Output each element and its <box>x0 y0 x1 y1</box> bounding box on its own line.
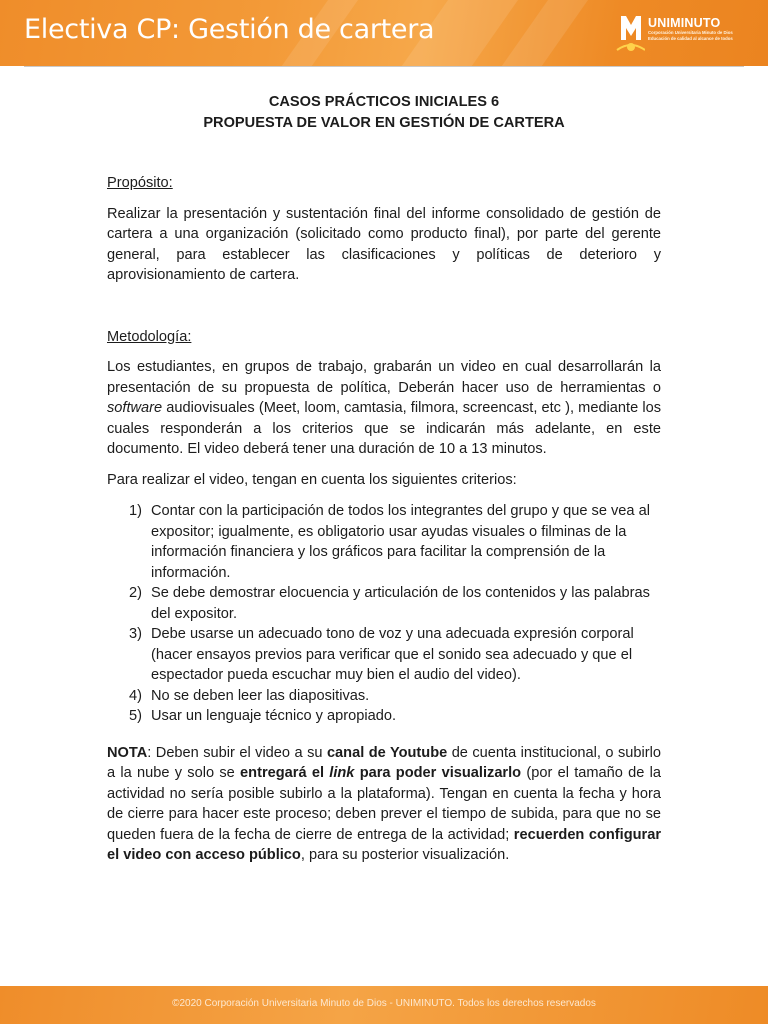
criteria-item-text: No se deben leer las diapositivas. <box>151 687 370 704</box>
document-header-band <box>0 0 768 66</box>
header-divider <box>24 66 744 67</box>
nota-bold-entregara: entregará el link para poder visualizarlo <box>240 765 522 781</box>
criteria-item <box>107 501 661 583</box>
criteria-item-text: Usar un lenguaje técnico y apropiado. <box>151 708 397 724</box>
criteria-item-text: Se debe demostrar elocuencia y articulación de los contenidos y las palabras del expositor. <box>151 585 650 622</box>
nota-paragraph: NOTA: Deben subir el video a su canal de Youtube de cuenta institucional, o subirlo a la nube y solo se entregará el link para poder visualizarlo (por el tamaño de la actividad no sería posible subirlo a la plataforma). Tengan en cuenta la fecha y hora de cierre para hacer este proceso; deben prever el tiempo de subida, para que no se queden fuera de la fecha de cierre de entrega de la actividad; recuerden configurar el video con acceso público, para su posterior visualización. <box>107 744 662 863</box>
criteria-item-number: 2) <box>129 585 142 601</box>
document-title-line-2: PROPUESTA DE VALOR EN GESTIÓN DE CARTERA <box>203 115 565 131</box>
proposito-paragraph: Realizar la presentación y sustentación final del informe consolidado de gestión de cartera a una organización (solicitado como producto final), por parte del gerente general, para establecer las clasificaciones y políticas de deterioro y aprovisionamiento de cartera. <box>107 205 661 283</box>
criteria-item-text: Debe usarse un adecuado tono de voz y una adecuada expresión corporal (hacer ensayos previos para verificar que el sonido sea adecuado y que el espectador pueda escuchar muy bien el audio del video). <box>151 626 634 683</box>
nota-label: NOTA <box>107 744 148 761</box>
criteria-item <box>107 686 661 707</box>
criteria-item <box>107 624 661 686</box>
metodologia-heading: Metodología: <box>107 328 192 345</box>
uniminuto-logo-icon <box>615 10 645 54</box>
software-italic: software <box>107 400 163 416</box>
document-title-line-1: CASOS PRÁCTICOS INICIALES 6 <box>268 94 500 110</box>
nota-bold-youtube: canal de Youtube <box>326 744 448 761</box>
uniminuto-logo <box>615 10 745 54</box>
document-body <box>107 92 661 866</box>
document-footer-band <box>0 986 768 1024</box>
logo-tagline: Corporación Universitaria Minuto de Dios Educación de calidad al alcance de todos <box>648 30 733 41</box>
criteria-item-number: 4) <box>129 687 142 704</box>
criteria-list <box>107 501 661 727</box>
nota-bold-acceso-publico: recuerden configurar el video con acceso público <box>107 826 661 863</box>
criteria-item-number: 3) <box>129 626 142 642</box>
metodologia-paragraph: Los estudiantes, en grupos de trabajo, grabarán un video en cual desarrollarán la presentación de su propuesta de política, Deberán hacer uso de herramientas o software audiovisuales (Meet, loom, camtasia, filmora, screencast, etc ), mediante los cuales responderán a los criterios que se indicarán más adelante, en este documento. El video deberá tener una duración de 10 a 13 minutos. <box>107 359 661 457</box>
criteria-item <box>107 706 661 727</box>
proposito-heading: Propósito: <box>107 175 173 191</box>
criteria-item-number: 1) <box>129 503 142 519</box>
criteria-item-text: Contar con la participación de todos los integrantes del grupo y que se vea al expositor; igualmente, es obligatorio usar ayudas visuales o filminas de la información financiera y los gráficos para facilitar la comprensión de la información. <box>151 503 650 581</box>
copyright-text: ©2020 Corporación Universitaria Minuto de Dios - UNIMINUTO. Todos los derechos reservados <box>172 998 596 1009</box>
criteria-item <box>107 583 661 624</box>
criteria-item-number: 5) <box>129 708 142 724</box>
logo-wordmark: UNIMINUTO <box>648 16 721 30</box>
criteria-intro: Para realizar el video, tengan en cuenta los siguientes criterios: <box>107 471 517 488</box>
course-title: Electiva CP: Gestión de cartera <box>24 14 435 45</box>
